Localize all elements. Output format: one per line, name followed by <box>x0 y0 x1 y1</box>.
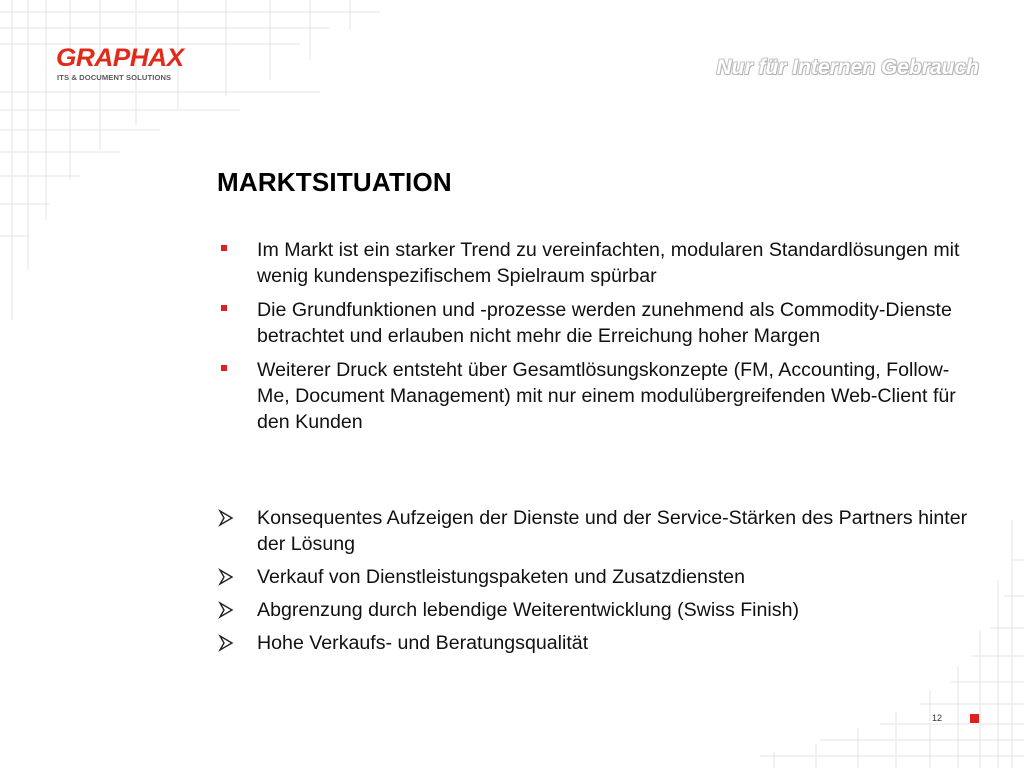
action-text: Konsequentes Aufzeigen der Dienste und der Service-Stärken des Partners hinter der Lösung <box>257 507 968 555</box>
action-bullet-list <box>217 505 977 663</box>
action-item <box>217 630 977 656</box>
action-text: Verkauf von Dienstleistungspaketen und Zusatzdiensten <box>257 566 745 588</box>
bullet-item <box>217 357 977 435</box>
square-bullet-icon <box>221 305 227 311</box>
bullet-item <box>217 297 977 349</box>
action-text: Abgrenzung durch lebendige Weiterentwicklung (Swiss Finish) <box>257 599 800 621</box>
logo-wordmark: GRAPHAX <box>56 44 184 72</box>
logo-tagline: ITS & DOCUMENT SOLUTIONS <box>57 73 172 82</box>
square-bullet-icon <box>221 245 227 251</box>
action-item <box>217 564 977 590</box>
footer-square-icon <box>970 714 979 723</box>
action-text: Hohe Verkaufs- und Beratungsqualität <box>257 632 589 654</box>
arrow-bullet-icon <box>217 568 237 586</box>
company-logo <box>56 44 188 84</box>
bullet-text: Im Markt ist ein starker Trend zu vereinfachten, modularen Standardlösungen mit wenig kundenspezifischem Spielraum spürbar <box>257 239 960 287</box>
arrow-bullet-icon <box>217 509 237 527</box>
slide-title: MARKTSITUATION <box>217 167 452 197</box>
arrow-bullet-icon <box>217 634 237 652</box>
internal-use-watermark: Nur für Internen Gebrauch <box>716 56 979 79</box>
square-bullet-icon <box>221 365 227 371</box>
page-number: 12 <box>932 713 943 723</box>
bullet-item <box>217 237 977 289</box>
action-item <box>217 505 977 557</box>
situation-bullet-list <box>217 237 977 443</box>
bullet-text: Die Grundfunktionen und -prozesse werden zunehmend als Commodity-Dienste betrachtet und erlauben nicht mehr die Erreichung hoher Margen <box>257 299 952 347</box>
action-item <box>217 597 977 623</box>
bullet-text: Weiterer Druck entsteht über Gesamtlösungskonzepte (FM, Accounting, Follow-Me, Document Management) mit nur einem modulübergreifenden Web-Client für den Kunden <box>257 359 956 433</box>
arrow-bullet-icon <box>217 601 237 619</box>
